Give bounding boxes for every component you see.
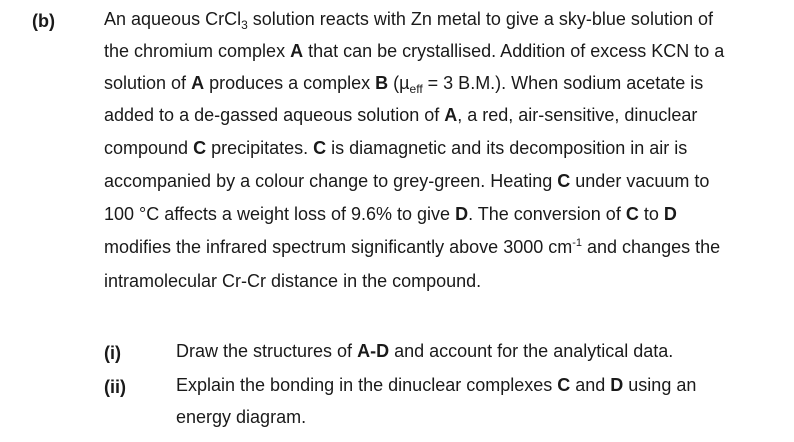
paragraph-line: added to a de-gassed aqueous solution of A, a red, air-sensitive, dinuclear: [104, 105, 698, 125]
question-text: Draw the structures of A-D and account for the analytical data.: [176, 341, 674, 361]
paragraph-line: intramolecular Cr-Cr distance in the compound.: [104, 271, 482, 291]
paragraph-line: compound C precipitates. C is diamagnetic and its decomposition in air is: [104, 138, 688, 158]
question-text: Explain the bonding in the dinuclear complexes C and D using an: [176, 375, 697, 395]
question-label: (i): [104, 343, 121, 363]
paragraph-line: modifies the infrared spectrum significantly above 3000 $cm^{-1}$ and changes the: [104, 237, 721, 257]
question-label: (ii): [104, 377, 126, 397]
paragraph-line: accompanied by a colour change to grey-green. Heating C under vacuum to: [104, 171, 710, 191]
paragraph-line: solution of A produces a complex B (µ$_{eff}$ = 3 B.M.). When sodium acetate is: [104, 73, 704, 96]
part-label: (b): [32, 11, 55, 31]
paragraph-line: 100 °C affects a weight loss of 9.6% to give D. The conversion of C to D: [104, 204, 677, 224]
question-text-continued: energy diagram.: [176, 407, 307, 427]
paragraph-line: the chromium complex A that can be crystallised. Addition of excess KCN to a: [104, 41, 725, 61]
paragraph-line: An aqueous CrCl$_3$ solution reacts with Zn metal to give a sky-blue solution of: [104, 9, 713, 32]
